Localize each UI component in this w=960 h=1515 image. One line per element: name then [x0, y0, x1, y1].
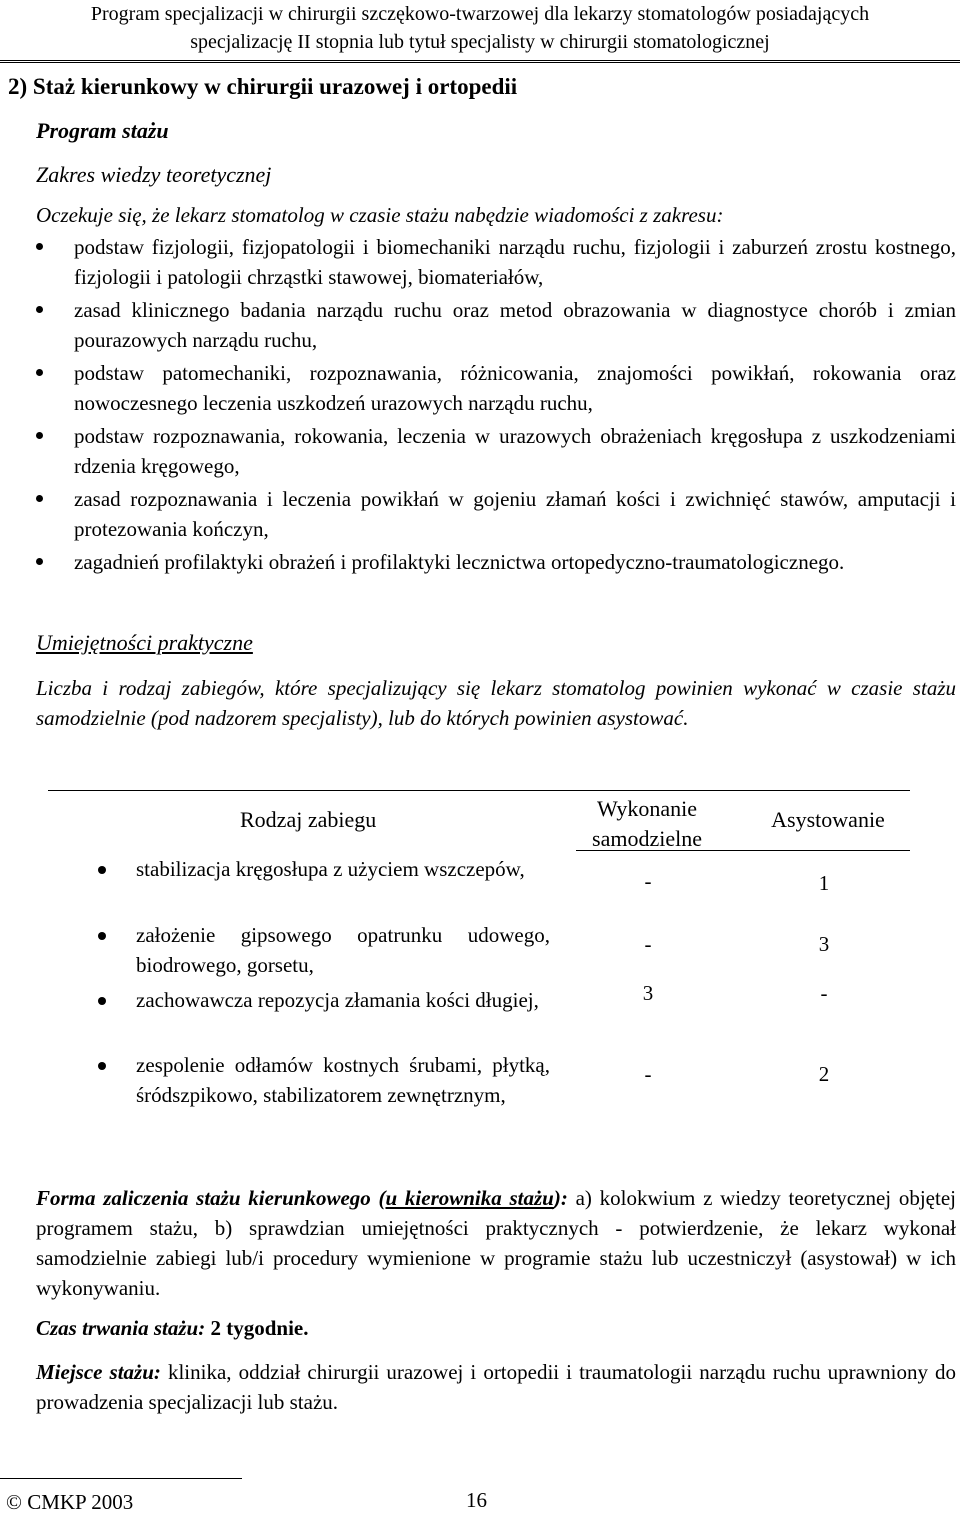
duration [36, 1316, 309, 1341]
header-performed-line-1: Wykonanie [596, 796, 698, 821]
skills-title: Umiejętności praktyczne [36, 630, 253, 655]
assisted-count: 3 [818, 932, 830, 956]
location [36, 1357, 956, 1417]
skills-intro: Liczba i rodzaj zabiegów, które specjalizujący się lekarz stomatolog powinien wykonać w czasie stażu samodzielnie (pod nadzorem specjalisty), lub do których powinien asystować. [36, 676, 956, 730]
knowledge-title: Zakres wiedzy teoretycznej [36, 162, 272, 187]
header-assisted: Asystowanie [771, 807, 885, 832]
bullet-icon [98, 866, 106, 874]
duration-value: 2 tygodnie. [205, 1316, 309, 1340]
procedure-name: założenie gipsowego opatrunku udowego, biodrowego, gorsetu, [136, 923, 550, 977]
knowledge-list [36, 232, 956, 580]
table-top-rule [48, 790, 910, 791]
list-item: zasad klinicznego badania narządu ruchu oraz metod obrazowania w diagnostyce chorób i zmian pourazowych narządu ruchu, [36, 295, 956, 355]
completion-label: Forma zaliczenia stażu kierunkowego (u kierownika stażu): [36, 1186, 568, 1210]
procedure-name: zachowawcza repozycja złamania kości długiej, [136, 988, 539, 1012]
procedure-name: stabilizacja kręgosłupa z użyciem wszczepów, [136, 857, 525, 881]
bullet-icon [36, 432, 43, 439]
assisted-count: - [820, 981, 828, 1005]
procedure-name: zespolenie odłamów kostnych śrubami, płytką, śródszpikowo, stabilizatorem zewnętrznym, [136, 1053, 550, 1107]
completion-form [36, 1183, 956, 1303]
list-item: podstaw patomechaniki, rozpoznawania, różnicowania, znajomości powikłań, rokowania oraz nowoczesnego leczenia uszkodzeń urazowych narządu ruchu, [36, 358, 956, 418]
table-header-rule [576, 850, 910, 851]
bullet-icon [98, 932, 106, 940]
bullet-icon [36, 306, 43, 313]
performed-count: - [644, 869, 652, 893]
list-item: zagadnień profilaktyki obrażeń i profilaktyki lecznictwa ortopedyczno-traumatologicznego. [36, 547, 956, 577]
bullet-icon [98, 1062, 106, 1070]
list-item: podstaw rozpoznawania, rokowania, leczenia w urazowych obrażeniach kręgosłupa z uszkodzeniami rdzenia kręgowego, [36, 421, 956, 481]
footer-divider [0, 1478, 242, 1479]
page-number: 16 [466, 1488, 487, 1512]
bullet-icon [36, 369, 43, 376]
header-divider [0, 60, 960, 63]
list-item: zasad rozpoznawania i leczenia powikłań w gojeniu złamań kości i zwichnięć stawów, amputacji i protezowania kończyn, [36, 484, 956, 544]
knowledge-intro: Oczekuje się, że lekarz stomatolog w czasie stażu nabędzie wiadomości z zakresu: [36, 203, 724, 227]
header-performed [570, 794, 724, 854]
footer-copyright: © CMKP 2003 [6, 1490, 134, 1514]
performed-count: 3 [642, 981, 654, 1005]
duration-label: Czas trwania stażu: [36, 1316, 206, 1340]
location-label: Miejsce stażu: [36, 1360, 161, 1384]
completion-text: a) kolokwium z wiedzy teoretycznej objętej programem stażu, b) sprawdzian umiejętności praktycznych - potwierdzenie, że lekarz wykonał samodzielnie zabiegi lub/i procedury wymienione w programie stażu lub uczestniczył (asystował) w ich wykonywaniu. [36, 1186, 956, 1300]
header-procedure: Rodzaj zabiegu [240, 807, 377, 832]
bullet-icon [98, 997, 106, 1005]
header-performed-line-2: samodzielne [592, 826, 702, 851]
location-text: klinika, oddział chirurgii urazowej i ortopedii i traumatologii narządu ruchu uprawniony do prowadzenia specjalizacji lub stażu. [36, 1360, 957, 1414]
performed-count: - [644, 1062, 652, 1086]
header-line-2: specjalizację II stopnia lub tytuł specjalisty w chirurgii stomatologicznej [190, 31, 770, 53]
performed-count: - [644, 932, 652, 956]
bullet-icon [36, 495, 43, 502]
assisted-count: 1 [818, 871, 830, 895]
bullet-icon [36, 243, 43, 250]
section-title: 2) Staż kierunkowy w chirurgii urazowej i ortopedii [8, 74, 518, 99]
header-line-1: Program specjalizacji w chirurgii szczękowo-twarzowej dla lekarzy stomatologów posiadających [90, 3, 870, 25]
list-item: podstaw fizjologii, fizjopatologii i biomechaniki narządu ruchu, fizjologii i zaburzeń zrostu kostnego, fizjologii i patologii chrząstki stawowej, biomateriałów, [36, 232, 956, 292]
assisted-count: 2 [818, 1062, 830, 1086]
program-title: Program stażu [36, 118, 169, 143]
running-header [0, 0, 960, 56]
bullet-icon [36, 558, 43, 565]
